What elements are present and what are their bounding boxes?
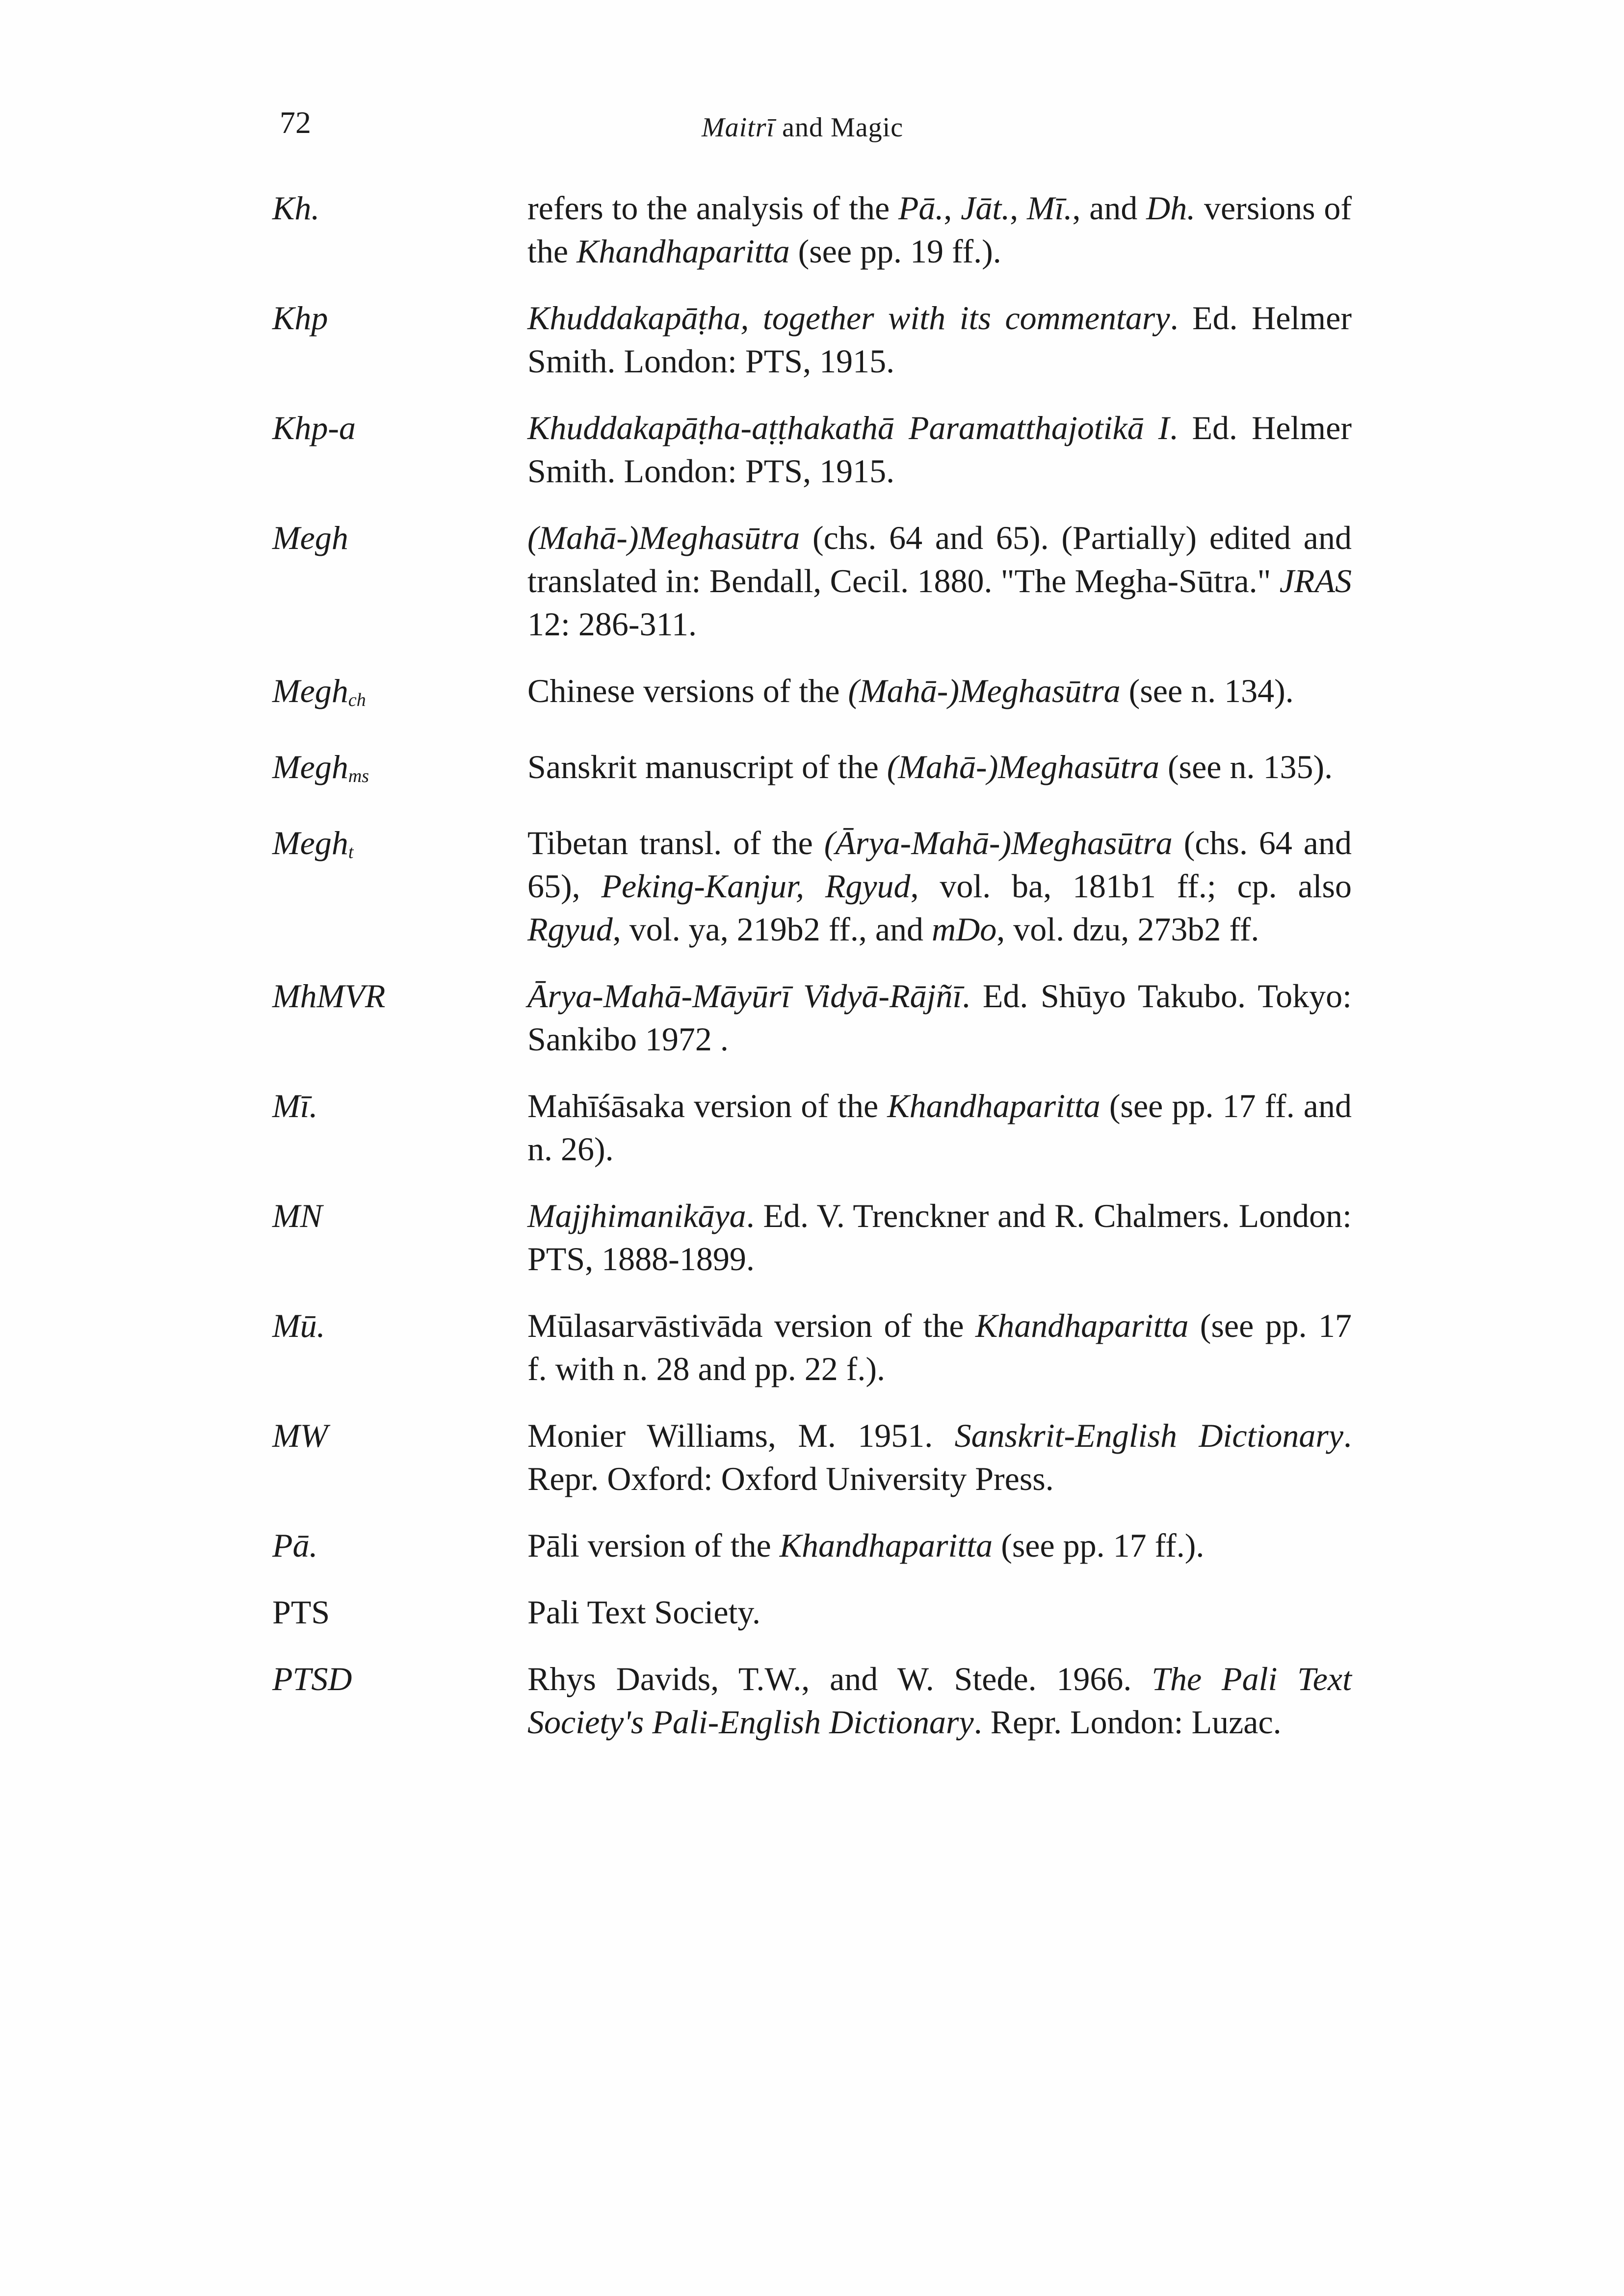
definition-italic-text: Khandhaparitta bbox=[975, 1307, 1189, 1344]
abbreviation-term bbox=[272, 745, 527, 798]
abbreviation-definition bbox=[527, 296, 1352, 383]
definition-text: . Ed. Helmer Smith. London: PTS, 1915. bbox=[527, 409, 1352, 490]
definition-text: , bbox=[1010, 189, 1027, 227]
abbreviation-entry bbox=[272, 1657, 1352, 1744]
abbreviation-term bbox=[272, 974, 527, 1018]
abbreviation-entry bbox=[272, 406, 1352, 493]
definition-italic-text: The Pali Text Society's Pali-English Dictionary bbox=[527, 1660, 1352, 1741]
abbreviation-entry bbox=[272, 1194, 1352, 1280]
definition-italic-text: Khuddakapāṭha, together with its commentary bbox=[527, 299, 1170, 337]
abbreviation-term-text: Megh bbox=[272, 748, 348, 785]
abbreviation-term-text: MN bbox=[272, 1197, 322, 1234]
abbreviation-definition bbox=[527, 406, 1352, 493]
definition-italic-text: Khandhaparitta bbox=[887, 1087, 1100, 1124]
definition-text: Sanskrit manuscript of the bbox=[527, 748, 887, 785]
definition-text: . Ed. Shūyo Takubo. Tokyo: Sankibo 1972 . bbox=[527, 977, 1352, 1058]
definition-text: , and bbox=[1072, 189, 1147, 227]
abbreviation-term-text: Mū. bbox=[272, 1307, 325, 1344]
abbreviation-term-text: PTS bbox=[272, 1593, 330, 1631]
definition-italic-text: (Ārya-Mahā-)Meghasūtra bbox=[824, 824, 1173, 861]
abbreviation-term bbox=[272, 406, 527, 449]
abbreviation-term-text: Megh bbox=[272, 824, 348, 861]
definition-italic-text: JRAS bbox=[1279, 562, 1352, 600]
page-number: 72 bbox=[280, 105, 311, 140]
definition-italic-text: Khandhaparitta bbox=[576, 233, 790, 270]
abbreviation-entry bbox=[272, 1591, 1352, 1634]
definition-text: Mahīśāsaka version of the bbox=[527, 1087, 888, 1124]
abbreviation-term-text: Megh bbox=[272, 519, 348, 556]
abbreviation-definition bbox=[527, 1657, 1352, 1744]
abbreviation-term bbox=[272, 1414, 527, 1457]
abbreviation-subscript: ch bbox=[348, 690, 366, 710]
definition-italic-text: Dh. bbox=[1146, 189, 1196, 227]
definition-italic-text: (Mahā-)Meghasūtra bbox=[887, 748, 1159, 785]
abbreviation-entry bbox=[272, 1084, 1352, 1171]
abbreviation-definition bbox=[527, 745, 1352, 788]
running-title-rest: and Magic bbox=[775, 112, 904, 143]
abbreviation-term bbox=[272, 669, 527, 722]
definition-text: (chs. 64 and 65). (Partially) edited and translated in: Bendall, Cecil. 1880. "The Megha-Sūtra." bbox=[527, 519, 1352, 600]
abbreviation-definition bbox=[527, 821, 1352, 951]
definition-italic-text: Khuddakapāṭha-aṭṭhakathā Paramatthajotikā I bbox=[527, 409, 1170, 446]
abbreviation-list bbox=[272, 186, 1352, 1767]
definition-text: . Ed. Helmer Smith. London: PTS, 1915. bbox=[527, 299, 1352, 380]
definition-text: Pali Text Society. bbox=[527, 1593, 760, 1631]
definition-text: . Repr. Oxford: Oxford University Press. bbox=[527, 1417, 1352, 1497]
abbreviation-entry bbox=[272, 516, 1352, 646]
definition-text: , vol. dzu, 273b2 ff. bbox=[996, 911, 1259, 948]
definition-italic-text: Jāt. bbox=[961, 189, 1010, 227]
definition-italic-text: Khandhaparitta bbox=[779, 1527, 993, 1564]
abbreviation-entry bbox=[272, 186, 1352, 273]
abbreviation-term bbox=[272, 1194, 527, 1237]
abbreviation-subscript: t bbox=[348, 842, 354, 862]
definition-text: , vol. ba, 181b1 ff.; cp. also bbox=[910, 867, 1352, 905]
definition-text: (see n. 135). bbox=[1159, 748, 1333, 785]
definition-italic-text: Peking-Kanjur, Rgyud bbox=[601, 867, 911, 905]
abbreviation-definition bbox=[527, 1194, 1352, 1280]
abbreviation-entry bbox=[272, 1414, 1352, 1500]
definition-italic-text: Pā. bbox=[898, 189, 944, 227]
abbreviation-term-text: Mī. bbox=[272, 1087, 318, 1124]
definition-italic-text: Majjhimanikāya bbox=[527, 1197, 746, 1234]
definition-text: . Ed. V. Trenckner and R. Chalmers. London: PTS, 1888-1899. bbox=[527, 1197, 1352, 1278]
abbreviation-definition bbox=[527, 1304, 1352, 1390]
definition-text: (see pp. 17 f. with n. 28 and pp. 22 f.). bbox=[527, 1307, 1352, 1387]
definition-italic-text: Sanskrit-English Dictionary bbox=[954, 1417, 1344, 1454]
abbreviation-term-text: Megh bbox=[272, 672, 348, 709]
abbreviation-term-text: MW bbox=[272, 1417, 328, 1454]
definition-text: Tibetan transl. of the bbox=[527, 824, 824, 861]
definition-text: 12: 286-311. bbox=[527, 605, 697, 643]
abbreviation-entry bbox=[272, 821, 1352, 951]
definition-text: (see pp. 17 ff. and n. 26). bbox=[527, 1087, 1352, 1168]
abbreviation-definition bbox=[527, 1591, 1352, 1634]
definition-text: versions of the bbox=[527, 189, 1352, 270]
definition-text: , bbox=[943, 189, 961, 227]
running-title-italic: Maitrī bbox=[702, 112, 775, 143]
abbreviation-term-text: Pā. bbox=[272, 1527, 318, 1564]
abbreviation-entry bbox=[272, 669, 1352, 722]
abbreviation-entry bbox=[272, 296, 1352, 383]
definition-italic-text: (Mahā-)Meghasūtra bbox=[848, 672, 1121, 709]
abbreviation-entry bbox=[272, 1524, 1352, 1567]
abbreviation-definition bbox=[527, 974, 1352, 1061]
abbreviation-term bbox=[272, 1304, 527, 1347]
abbreviation-entry bbox=[272, 745, 1352, 798]
abbreviation-term bbox=[272, 296, 527, 339]
definition-text: (see pp. 17 ff.). bbox=[993, 1527, 1205, 1564]
definition-italic-text: Ārya-Mahā-Māyūrī Vidyā-Rājñī bbox=[527, 977, 962, 1015]
definition-text: . Repr. London: Luzac. bbox=[973, 1703, 1282, 1741]
definition-text: refers to the analysis of the bbox=[527, 189, 898, 227]
abbreviation-definition bbox=[527, 1524, 1352, 1567]
abbreviation-term-text: Khp bbox=[272, 299, 328, 337]
abbreviation-entry bbox=[272, 974, 1352, 1061]
abbreviation-definition bbox=[527, 1084, 1352, 1171]
definition-text: Chinese versions of the bbox=[527, 672, 848, 709]
definition-text: Mūlasarvāstivāda version of the bbox=[527, 1307, 975, 1344]
definition-text: (chs. 64 and 65), bbox=[527, 824, 1352, 905]
definition-text: (see n. 134). bbox=[1120, 672, 1294, 709]
abbreviation-entry bbox=[272, 1304, 1352, 1390]
definition-text: Rhys Davids, T.W., and W. Stede. 1966. bbox=[527, 1660, 1152, 1697]
definition-italic-text: (Mahā-)Meghasūtra bbox=[527, 519, 800, 556]
abbreviation-term-text: Kh. bbox=[272, 189, 320, 227]
abbreviation-term bbox=[272, 516, 527, 559]
abbreviation-term bbox=[272, 1591, 527, 1634]
abbreviation-subscript: ms bbox=[348, 766, 369, 786]
abbreviation-definition bbox=[527, 516, 1352, 646]
definition-text: (see pp. 19 ff.). bbox=[789, 233, 1001, 270]
running-title bbox=[702, 108, 903, 147]
abbreviation-term bbox=[272, 821, 527, 874]
abbreviation-term bbox=[272, 1084, 527, 1127]
abbreviation-term bbox=[272, 1524, 527, 1567]
abbreviation-definition bbox=[527, 186, 1352, 273]
definition-italic-text: Mī. bbox=[1026, 189, 1073, 227]
abbreviation-term bbox=[272, 186, 527, 230]
abbreviation-definition bbox=[527, 1414, 1352, 1500]
definition-italic-text: mDo bbox=[932, 911, 997, 948]
definition-text: , vol. ya, 219b2 ff., and bbox=[612, 911, 932, 948]
definition-text: Monier Williams, M. 1951. bbox=[527, 1417, 955, 1454]
abbreviation-term bbox=[272, 1657, 527, 1700]
definition-italic-text: Rgyud bbox=[527, 911, 613, 948]
abbreviation-term-text: Khp-a bbox=[272, 409, 356, 446]
definition-text: Pāli version of the bbox=[527, 1527, 780, 1564]
abbreviation-term-text: MhMVR bbox=[272, 977, 386, 1015]
abbreviation-term-text: PTSD bbox=[272, 1660, 352, 1697]
abbreviation-definition bbox=[527, 669, 1352, 712]
